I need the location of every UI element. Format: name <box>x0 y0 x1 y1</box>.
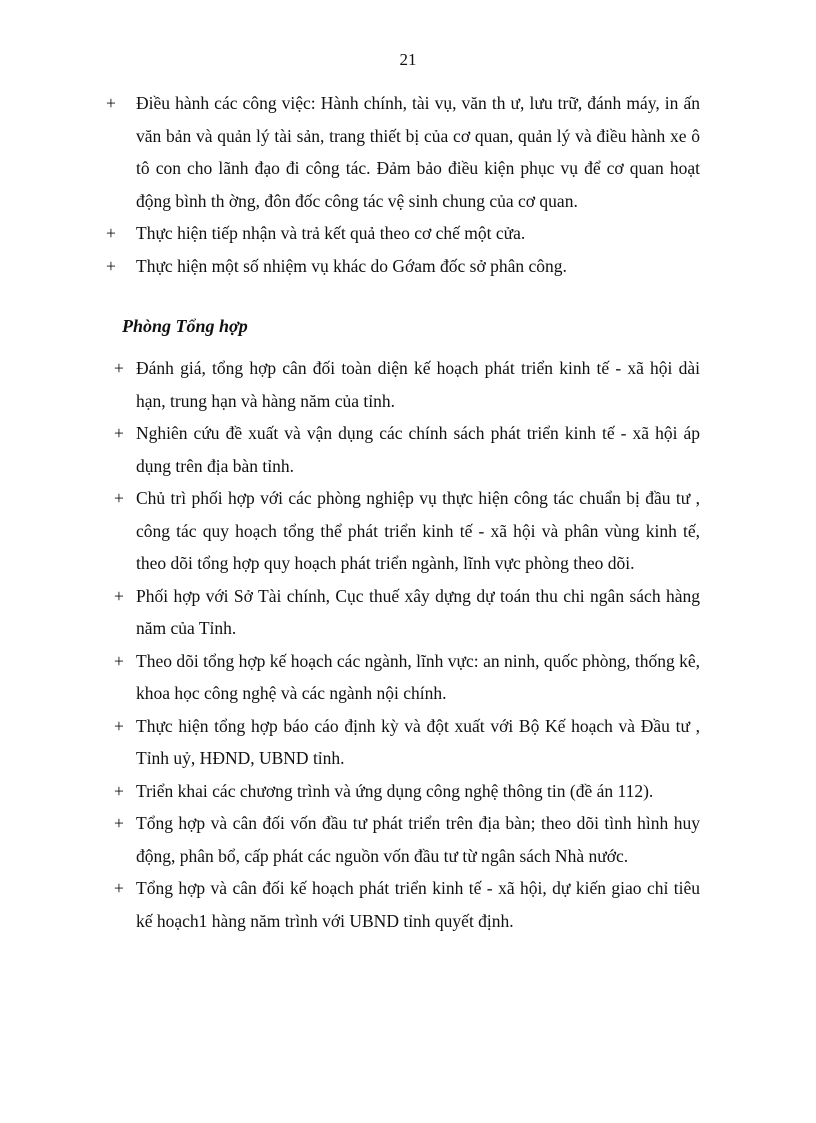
list-item <box>0 482 816 580</box>
bullet-marker: + <box>114 715 124 736</box>
list-item <box>0 417 816 482</box>
bullet-marker: + <box>114 813 124 833</box>
list-item-text: Triển khai các chương trình và ứng dụng công nghệ thông tin (đề án 112). <box>136 780 654 801</box>
list-item-text: Nghiên cứu đề xuất và vận dụng các chính sách phát triển kinh tế - xã hội áp dụng trên địa bàn tỉnh. <box>136 423 700 476</box>
list-item <box>0 710 816 775</box>
list-item <box>0 217 816 250</box>
list-item <box>0 775 816 808</box>
bullet-marker: + <box>114 358 124 378</box>
list-item <box>0 807 816 872</box>
list-item <box>0 250 816 283</box>
bullet-marker: + <box>114 650 124 671</box>
list-item <box>0 580 816 645</box>
bullet-marker: + <box>106 223 116 243</box>
bullet-marker: + <box>114 780 124 801</box>
list-item-text: Phối hợp với Sở Tài chính, Cục thuế xây dựng dự toán thu chi ngân sách hàng năm của Tỉnh. <box>136 585 700 638</box>
list-item-text: Tổng hợp và cân đối vốn đầu tư phát triển trên địa bàn; theo dõi tình hình huy động, phân bổ, cấp phát các nguồn vốn đầu tư từ ngân sách Nhà nước. <box>136 813 700 866</box>
duty-list-top <box>0 87 816 282</box>
list-item <box>0 872 816 937</box>
list-item <box>0 645 816 710</box>
duty-list-tong-hop <box>0 352 816 937</box>
section-heading: Phòng Tổng hợp <box>122 316 248 336</box>
page-number: 21 <box>399 50 417 69</box>
list-item-text: Chủ trì phối hợp với các phòng nghiệp vụ thực hiện công tác chuẩn bị đầu tư , công tác quy hoạch tổng thể phát triển kinh tế - xã hội và phân vùng kinh tế, theo dõi tổng hợp quy hoạch phát triển ngành, lĩnh vực phòng theo dõi. <box>136 488 700 573</box>
bullet-marker: + <box>114 878 124 898</box>
bullet-marker: + <box>106 255 116 276</box>
list-item-text: Thực hiện một số nhiệm vụ khác do Gớam đốc sở phân công. <box>136 255 567 276</box>
list-item-text: Điều hành các công việc: Hành chính, tài vụ, văn th ư, lưu trữ, đánh máy, in ấn văn bản và quản lý tài sản, trang thiết bị của cơ quan, quản lý và điều hành xe ô tô con cho lãnh đạo đi công tác. Đảm bảo điều kiện phục vụ để cơ quan hoạt động bình th ờng, đôn đốc công tác vệ sinh chung của cơ quan. <box>136 93 700 211</box>
list-item-text: Đánh giá, tổng hợp cân đối toàn diện kế hoạch phát triển kinh tế - xã hội dài hạn, trung hạn và hàng năm của tỉnh. <box>136 358 700 411</box>
bullet-marker: + <box>114 488 124 508</box>
list-item-text: Thực hiện tổng hợp báo cáo định kỳ và đột xuất với Bộ Kế hoạch và Đầu tư , Tỉnh uỷ, HĐND, UBND tỉnh. <box>136 715 700 768</box>
list-item <box>0 352 816 417</box>
bullet-marker: + <box>114 423 124 443</box>
list-item-text: Thực hiện tiếp nhận và trả kết quả theo cơ chế một cửa. <box>136 223 526 243</box>
list-item <box>0 87 816 217</box>
bullet-marker: + <box>106 93 116 113</box>
bullet-marker: + <box>114 585 124 606</box>
list-item-text: Tổng hợp và cân đối kế hoạch phát triển kinh tế - xã hội, dự kiến giao chỉ tiêu kế hoạch1 hàng năm trình với UBND tỉnh quyết định. <box>136 878 700 931</box>
list-item-text: Theo dõi tổng hợp kế hoạch các ngành, lĩnh vực: an ninh, quốc phòng, thống kê, khoa học công nghệ và các ngành nội chính. <box>136 650 700 703</box>
